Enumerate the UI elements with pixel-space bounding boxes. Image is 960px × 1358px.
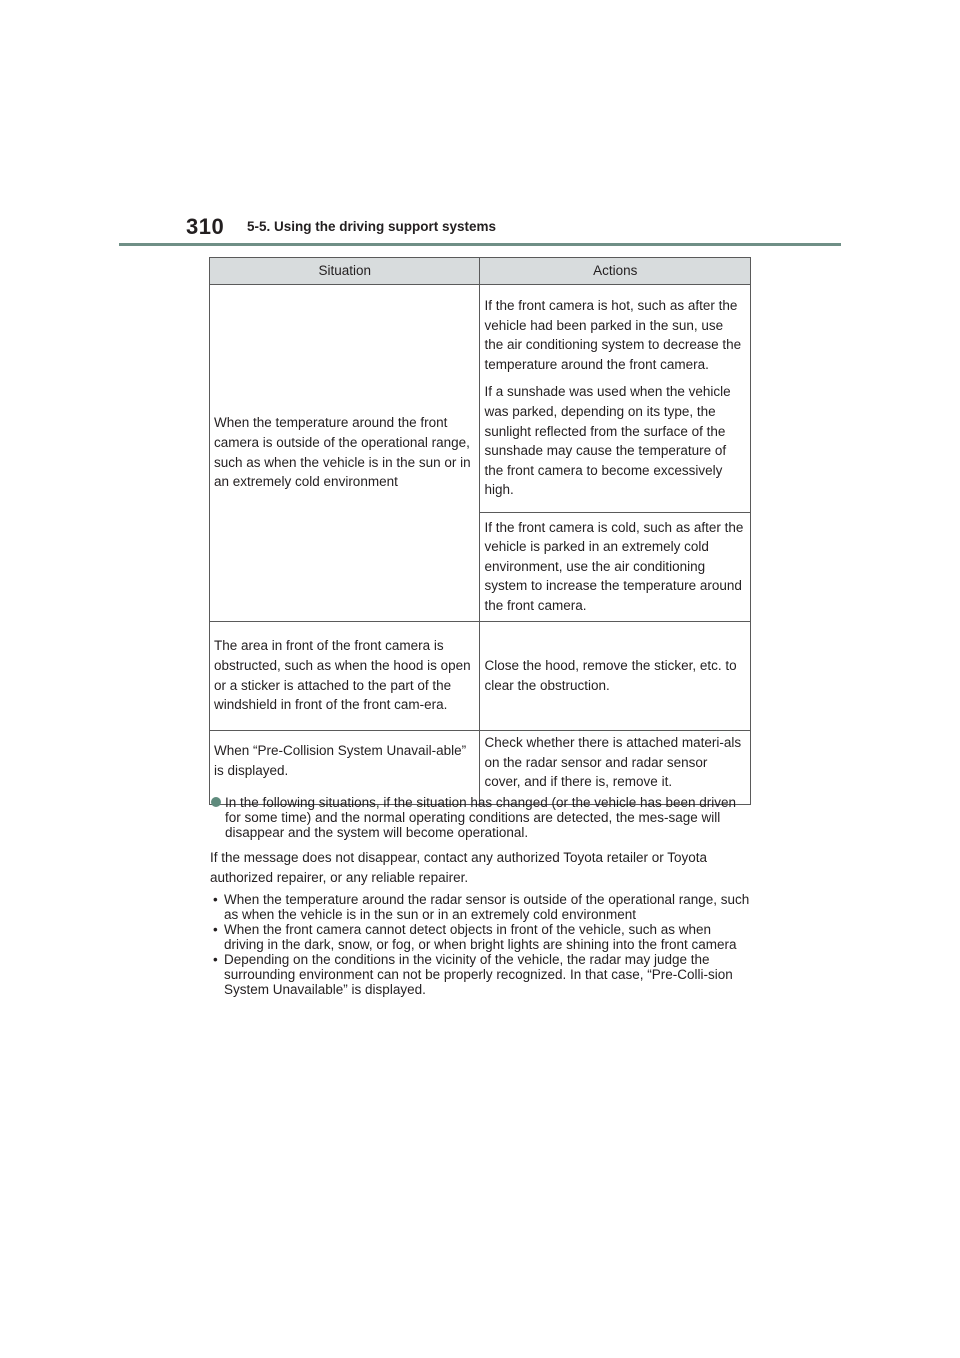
- list-item: [210, 892, 750, 922]
- note: [211, 795, 751, 840]
- situation-list: [210, 892, 750, 997]
- action-text: If a sunshade was used when the vehicle was parked, depending on its type, the sunlight reflected from the surface of the sunshade may cause the temperature of the front camera to become excessively high.: [484, 384, 731, 498]
- list-item: [210, 952, 750, 997]
- bullet-circle-icon: [211, 797, 221, 807]
- list-item-text: When the temperature around the radar sensor is outside of the operational range, such as when the vehicle is in the sun or in an extremely cold environment: [224, 892, 750, 922]
- page-number: 310: [186, 214, 225, 239]
- column-header-situation: Situation: [210, 258, 480, 285]
- action-text: If the front camera is hot, such as after the vehicle had been parked in the sun, use the air conditioning system to decrease the temperature around the front camera.: [484, 298, 742, 372]
- situation-cell: When the temperature around the front camera is outside of the operational range, such as when the vehicle is in the sun or in an extremely cold environment: [210, 285, 480, 622]
- bullet-icon: •: [213, 922, 218, 937]
- section-title: 5-5. Using the driving support systems: [247, 219, 497, 234]
- table-row: [210, 622, 751, 731]
- list-item: [210, 922, 750, 952]
- note-text: In the following situations, if the situation has changed (or the vehicle has been driven for some time) and the normal operating conditions are detected, the mes-sage will disappear and the system will become operational.: [225, 795, 737, 840]
- situations-table: [209, 257, 751, 805]
- header-rule: [119, 243, 841, 246]
- table-header-row: [210, 258, 751, 285]
- contact-paragraph: If the message does not disappear, contact any authorized Toyota retailer or Toyota authorized repairer, or any reliable repairer.: [210, 850, 708, 885]
- column-header-actions: Actions: [480, 258, 751, 285]
- table-row: [210, 285, 751, 513]
- list-item-text: When the front camera cannot detect objects in front of the vehicle, such as when driving in the dark, snow, or fog, or when bright lights are shining into the front camera: [224, 922, 737, 952]
- action-cell: [480, 285, 751, 513]
- table-row: [210, 731, 751, 805]
- situation-cell: When “Pre-Collision System Unavail-able” is displayed.: [210, 731, 480, 805]
- situation-cell: The area in front of the front camera is obstructed, such as when the hood is open or a sticker is attached to the part of the windshield in front of the front cam-era.: [210, 622, 480, 731]
- bullet-icon: •: [213, 952, 218, 967]
- action-cell: Close the hood, remove the sticker, etc. to clear the obstruction.: [480, 622, 751, 731]
- bullet-icon: •: [213, 892, 218, 907]
- action-cell: If the front camera is cold, such as after the vehicle is parked in an extremely cold environment, use the air conditioning system to increase the temperature around the front camera.: [480, 513, 751, 622]
- action-cell: Check whether there is attached materi-als on the radar sensor and radar sensor cover, and if there is, remove it.: [480, 731, 751, 805]
- list-item-text: Depending on the conditions in the vicinity of the vehicle, the radar may judge the surrounding environment can not be properly recognized. In that case, “Pre-Colli-sion System Unavailable” is displayed.: [224, 952, 733, 997]
